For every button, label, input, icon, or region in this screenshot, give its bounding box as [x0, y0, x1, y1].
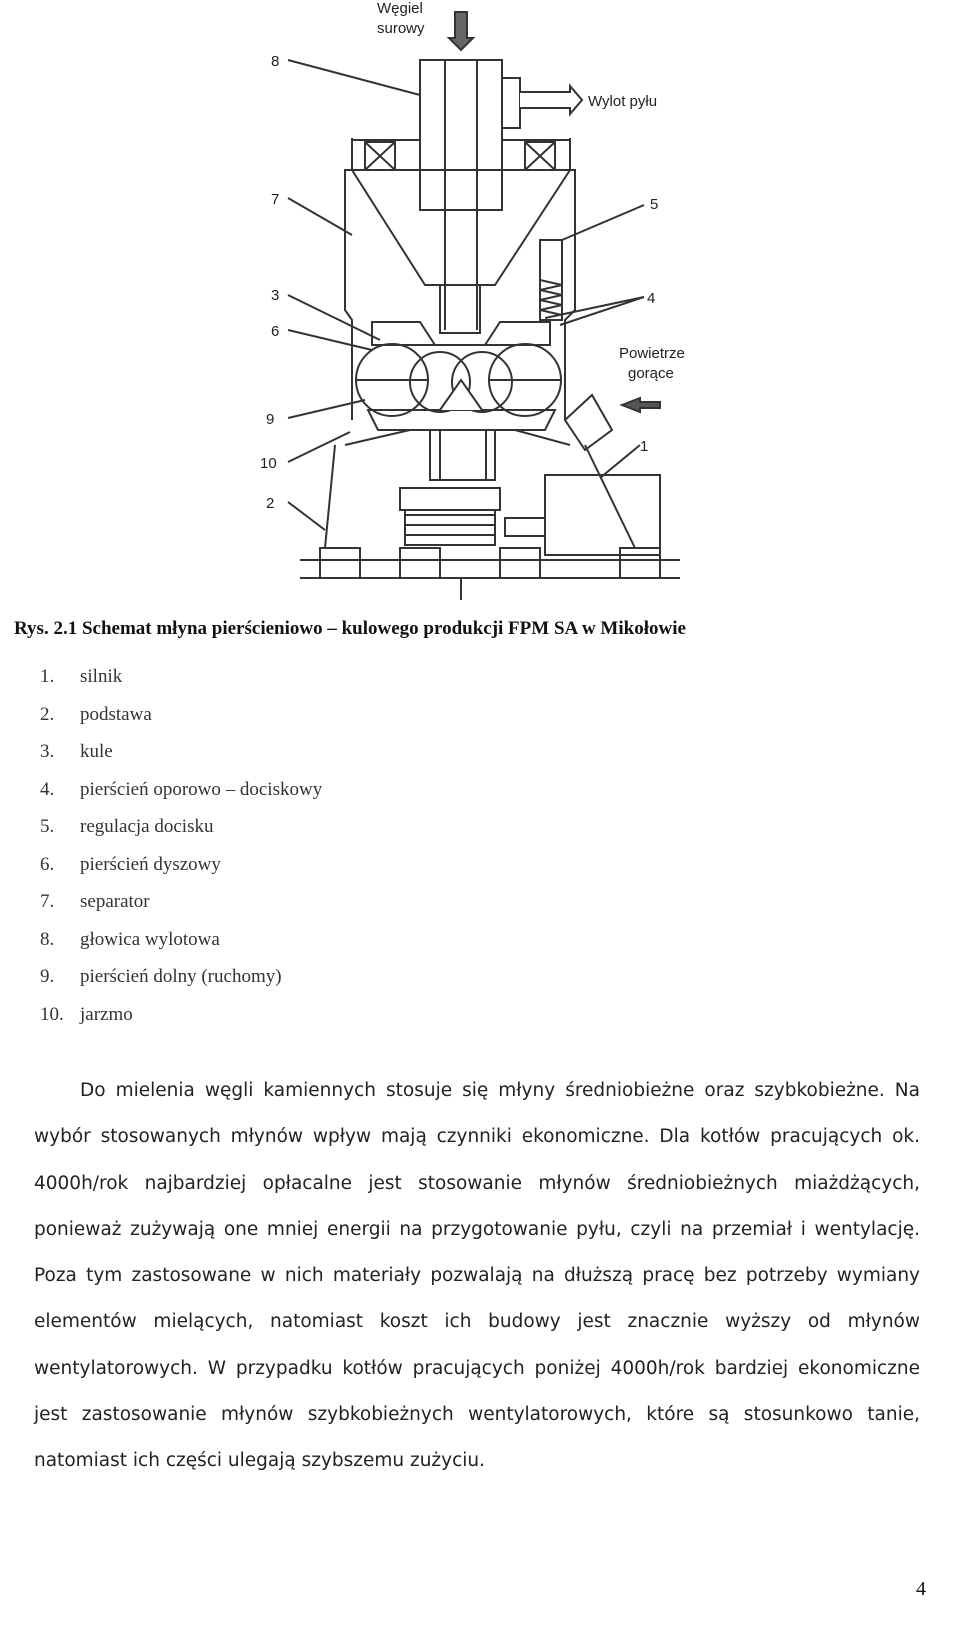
label-hot-air-1: Powietrze	[619, 345, 685, 362]
label-3: 3	[271, 287, 280, 304]
figure-caption: Rys. 2.1 Schemat młyna pierścieniowo – kulowego produkcji FPM SA w Mikołowie	[14, 618, 686, 639]
label-1: 1	[640, 438, 649, 455]
hot-air-arrow	[622, 398, 660, 412]
legend-item: 6. pierścień dyszowy	[40, 853, 221, 875]
legend-item: 1. silnik	[40, 666, 123, 687]
legend-item: 3. kule	[40, 741, 113, 762]
body-paragraph: Do mielenia węgli kamiennych stosuje się młyny średniobieżne oraz szybkobieżne. Na wybór stosowanych młynów wpływ mają czynniki ekonomiczne. Dla kotłów pracujących ok. 4000h/rok najbardziej opłacalne jest stosowanie młynów średniobieżnych miażdżących, ponieważ zużywają one mniej energii na przygotowanie pyłu, czyli na przemiał i wentylację. Poza tym zastosowane w nich materiały pozwalają na dłuższą pracę bez potrzeby wymiany elementów mielących, natomiast koszt ich budowy jest znacznie wyższy od młynów wentylatorowych. W przypadku kotłów pracujących poniżej 4000h/rok bardziej ekonomiczne jest zastosowanie młynów szybkobieżnych wentylatorowych, które są stosunkowo tanie, natomiast ich części ulegają szybszemu zużyciu.	[34, 1080, 920, 1472]
label-6: 6	[271, 323, 280, 340]
outlet-head	[420, 60, 502, 210]
legend-item: 2. podstawa	[40, 703, 152, 725]
separator-cone	[352, 170, 570, 285]
label-2: 2	[266, 495, 275, 512]
legend-item: 7. separator	[40, 891, 150, 912]
label-coal-raw-1: Węgiel	[377, 0, 423, 17]
legend-item: 4. pierścień oporowo – dociskowy	[40, 778, 323, 800]
motor	[545, 475, 660, 555]
label-coal-raw-2: surowy	[377, 20, 425, 37]
legend-item: 8. głowica wylotowa	[40, 928, 220, 950]
legend-item: 10. jarzmo	[40, 1003, 133, 1025]
mill-diagram	[0, 0, 960, 610]
coal-inlet-arrow	[449, 12, 473, 50]
label-7: 7	[271, 191, 280, 208]
label-hot-air-2: gorące	[628, 365, 674, 382]
page-number: 4	[916, 1578, 926, 1600]
body-paragraph-block	[34, 1068, 920, 1485]
legend-item: 5. regulacja docisku	[40, 816, 214, 837]
label-8: 8	[271, 53, 280, 70]
legend-item: 9. pierścień dolny (ruchomy)	[40, 966, 282, 987]
label-5: 5	[650, 196, 659, 213]
label-9: 9	[266, 411, 275, 428]
label-10: 10	[260, 455, 277, 472]
mill-drawing	[0, 0, 960, 610]
legend-list	[40, 658, 322, 1033]
label-dust-outlet: Wylot pyłu	[588, 93, 658, 110]
label-4: 4	[647, 290, 656, 307]
